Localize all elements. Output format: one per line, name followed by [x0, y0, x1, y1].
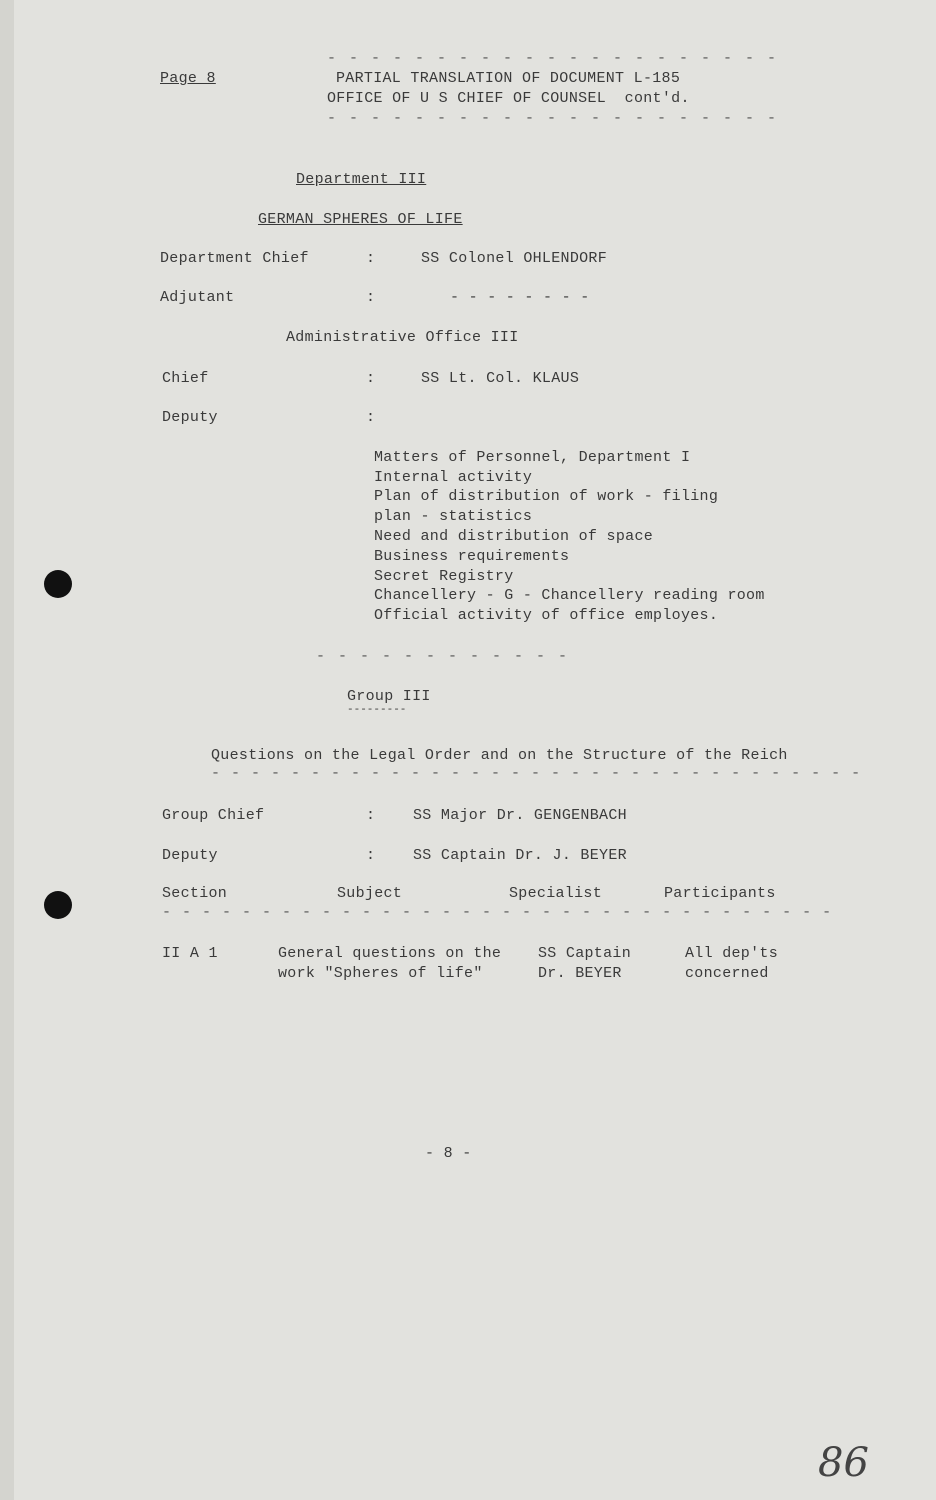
- list-item: Official activity of office employes.: [374, 607, 719, 624]
- list-item: Plan of distribution of work - filing: [374, 488, 719, 505]
- adjutant-value: - - - - - - - -: [450, 289, 590, 306]
- list-item: Business requirements: [374, 548, 570, 565]
- admin-chief-value: SS Lt. Col. KLAUS: [421, 370, 580, 387]
- footer-page-number: - 8 -: [425, 1145, 472, 1162]
- left-page-edge: [0, 0, 14, 1500]
- row-specialist-line2: Dr. BEYER: [538, 965, 622, 982]
- list-item: Matters of Personnel, Department I: [374, 449, 691, 466]
- page-label: Page 8: [160, 70, 216, 87]
- department-title: Department III: [296, 171, 427, 188]
- row-subject-line1: General questions on the: [278, 945, 502, 962]
- row-section: II A 1: [162, 945, 218, 962]
- group-chief-label: Group Chief: [162, 807, 265, 824]
- column-header-participants: Participants: [664, 885, 776, 902]
- admin-office-title: Administrative Office III: [286, 329, 519, 346]
- department-chief-colon: :: [366, 250, 376, 267]
- punch-hole-icon: [44, 891, 72, 919]
- group-deputy-label: Deputy: [162, 847, 218, 864]
- header-rule-top: - - - - - - - - - - - - - - - - - - - - -: [327, 50, 779, 67]
- list-item: plan - statistics: [374, 508, 533, 525]
- row-participants-line2: concerned: [685, 965, 769, 982]
- header-rule-bottom: - - - - - - - - - - - - - - - - - - - - -: [327, 110, 779, 127]
- row-specialist-line1: SS Captain: [538, 945, 632, 962]
- column-header-section: Section: [162, 885, 228, 902]
- column-header-subject: Subject: [337, 885, 403, 902]
- admin-deputy-label: Deputy: [162, 409, 218, 426]
- group-chief-value: SS Major Dr. GENGENBACH: [413, 807, 627, 824]
- column-header-specialist: Specialist: [509, 885, 603, 902]
- admin-deputy-colon: :: [366, 409, 376, 426]
- department-chief-label: Department Chief: [160, 250, 309, 267]
- adjutant-label: Adjutant: [160, 289, 235, 306]
- group-deputy-colon: :: [366, 847, 376, 864]
- group-title-rule: ---------: [347, 704, 407, 716]
- list-item: Secret Registry: [374, 568, 514, 585]
- group-description: Questions on the Legal Order and on the Structure of the Reich: [211, 747, 788, 764]
- admin-chief-label: Chief: [162, 370, 209, 387]
- punch-hole-icon: [44, 570, 72, 598]
- section-separator: - - - - - - - - - - - -: [316, 648, 570, 665]
- adjutant-colon: :: [366, 289, 376, 306]
- handwritten-page-number: 86: [818, 1440, 869, 1486]
- row-participants-line1: All dep'ts: [685, 945, 779, 962]
- admin-chief-colon: :: [366, 370, 376, 387]
- table-header-rule: - - - - - - - - - - - - - - - - - - - - - - - - - - - - - - - - - -: [162, 904, 833, 921]
- header-title-line2: OFFICE OF U S CHIEF OF COUNSEL cont'd.: [327, 90, 690, 107]
- list-item: Need and distribution of space: [374, 528, 654, 545]
- header-title-line1: PARTIAL TRANSLATION OF DOCUMENT L-185: [336, 70, 681, 87]
- list-item: Chancellery - G - Chancellery reading room: [374, 587, 765, 604]
- row-subject-line2: work "Spheres of life": [278, 965, 483, 982]
- group-description-rule: - - - - - - - - - - - - - - - - - - - - - - - - - - - - - - - - -: [211, 765, 862, 782]
- group-deputy-value: SS Captain Dr. J. BEYER: [413, 847, 627, 864]
- group-chief-colon: :: [366, 807, 376, 824]
- group-title: Group III: [347, 688, 431, 705]
- department-chief-value: SS Colonel OHLENDORF: [421, 250, 608, 267]
- department-subtitle: GERMAN SPHERES OF LIFE: [258, 211, 463, 228]
- list-item: Internal activity: [374, 469, 533, 486]
